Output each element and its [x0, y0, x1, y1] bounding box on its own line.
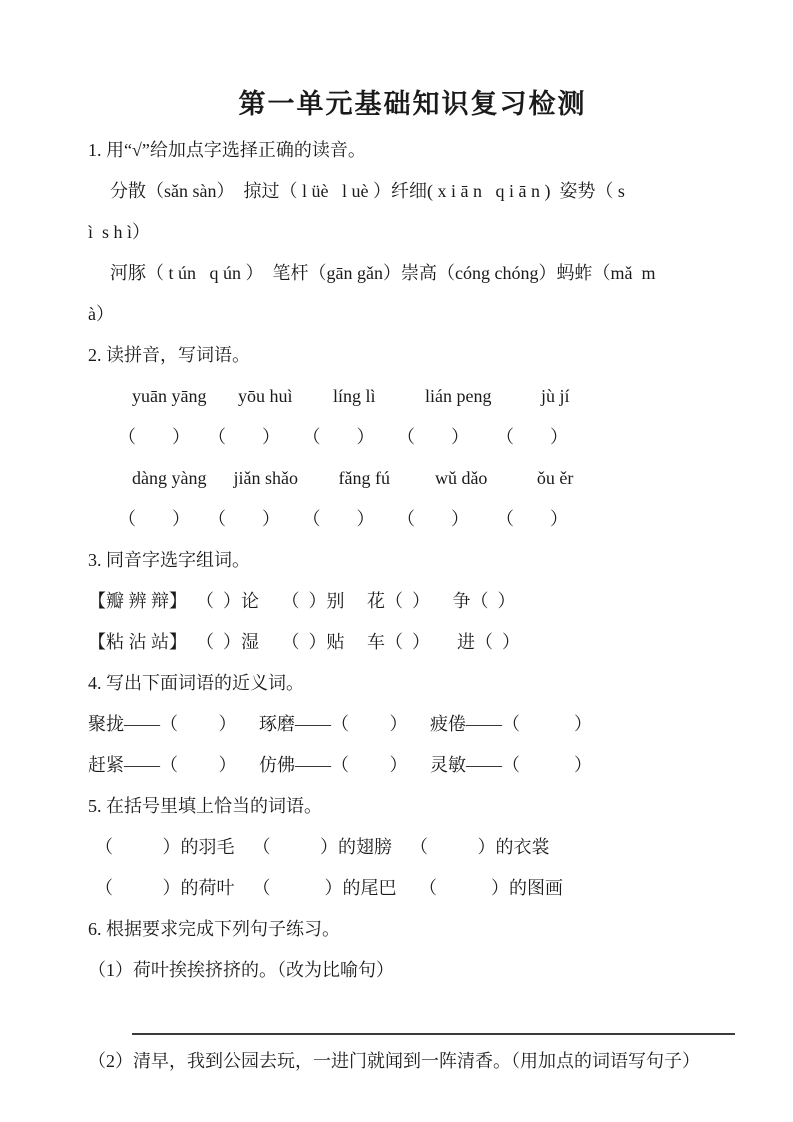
- q5-row-2: （ ）的荷叶 （ ）的尾巴 （ ）的图画: [95, 878, 563, 898]
- q2-pinyin-row-2: dàng yàng jiǎn shǎo fǎng fú wǔ dǎo ǒu ěr: [132, 468, 574, 488]
- q2-pinyin-row-1: yuān yāng yōu huì líng lì lián peng jù jí: [132, 386, 570, 406]
- q2-blank-row-2: （ ） （ ） （ ） （ ） （ ）: [118, 509, 568, 529]
- answer-blank-line: [132, 991, 735, 1035]
- q1-pronunciation-line-1-wrap: ì s h ì）: [88, 222, 151, 242]
- question-4: [88, 663, 737, 786]
- q2-heading: 2. 读拼音，写词语。: [88, 345, 250, 365]
- q1-pronunciation-line-2: 河豚（ t ún q ún ） 笔杆（gān gǎn）崇高（cóng chóng）蚂蚱（mǎ m: [110, 263, 656, 283]
- q6-item-2: （2）清早，我到公园去玩，一进门就闻到一阵清香。（用加点的词语写句子）: [88, 1051, 700, 1071]
- question-3: [88, 540, 737, 663]
- q1-pronunciation-line-2-wrap: à）: [88, 304, 114, 324]
- q5-row-1: （ ）的羽毛 （ ）的翅膀 （ ）的衣裳: [95, 837, 550, 857]
- q4-heading: 4. 写出下面词语的近义词。: [88, 673, 304, 693]
- q6-heading: 6. 根据要求完成下列句子练习。: [88, 919, 340, 939]
- question-2: [88, 335, 737, 540]
- question-1: [88, 130, 737, 335]
- q6-item-1: （1）荷叶挨挨挤挤的。（改为比喻句）: [88, 960, 394, 980]
- q3-row-2: 【粘 沾 站】 （ ）湿 （ ）贴 车（ ） 进（ ）: [88, 632, 520, 652]
- q3-row-1: 【瓣 辨 辩】 （ ）论 （ ）别 花（ ） 争（ ）: [88, 591, 516, 611]
- question-6: [88, 909, 737, 1082]
- q4-row-2: 赶紧——（ ） 仿佛——（ ） 灵敏——（ ）: [88, 755, 592, 775]
- q1-pronunciation-line-1: 分散（sǎn sàn） 掠过（ l üè l uè ）纤细( x i ā n q i ā n ) 姿势（ s: [110, 181, 625, 201]
- q1-heading: 1. 用“√”给加点字选择正确的读音。: [88, 140, 366, 160]
- q4-row-1: 聚拢——（ ） 琢磨——（ ） 疲倦——（ ）: [88, 714, 592, 734]
- q2-blank-row-1: （ ） （ ） （ ） （ ） （ ）: [118, 427, 568, 447]
- q5-heading: 5. 在括号里填上恰当的词语。: [88, 796, 322, 816]
- q3-heading: 3. 同音字选字组词。: [88, 550, 250, 570]
- page-title: 第一单元基础知识复习检测: [238, 89, 587, 119]
- question-5: [88, 786, 737, 909]
